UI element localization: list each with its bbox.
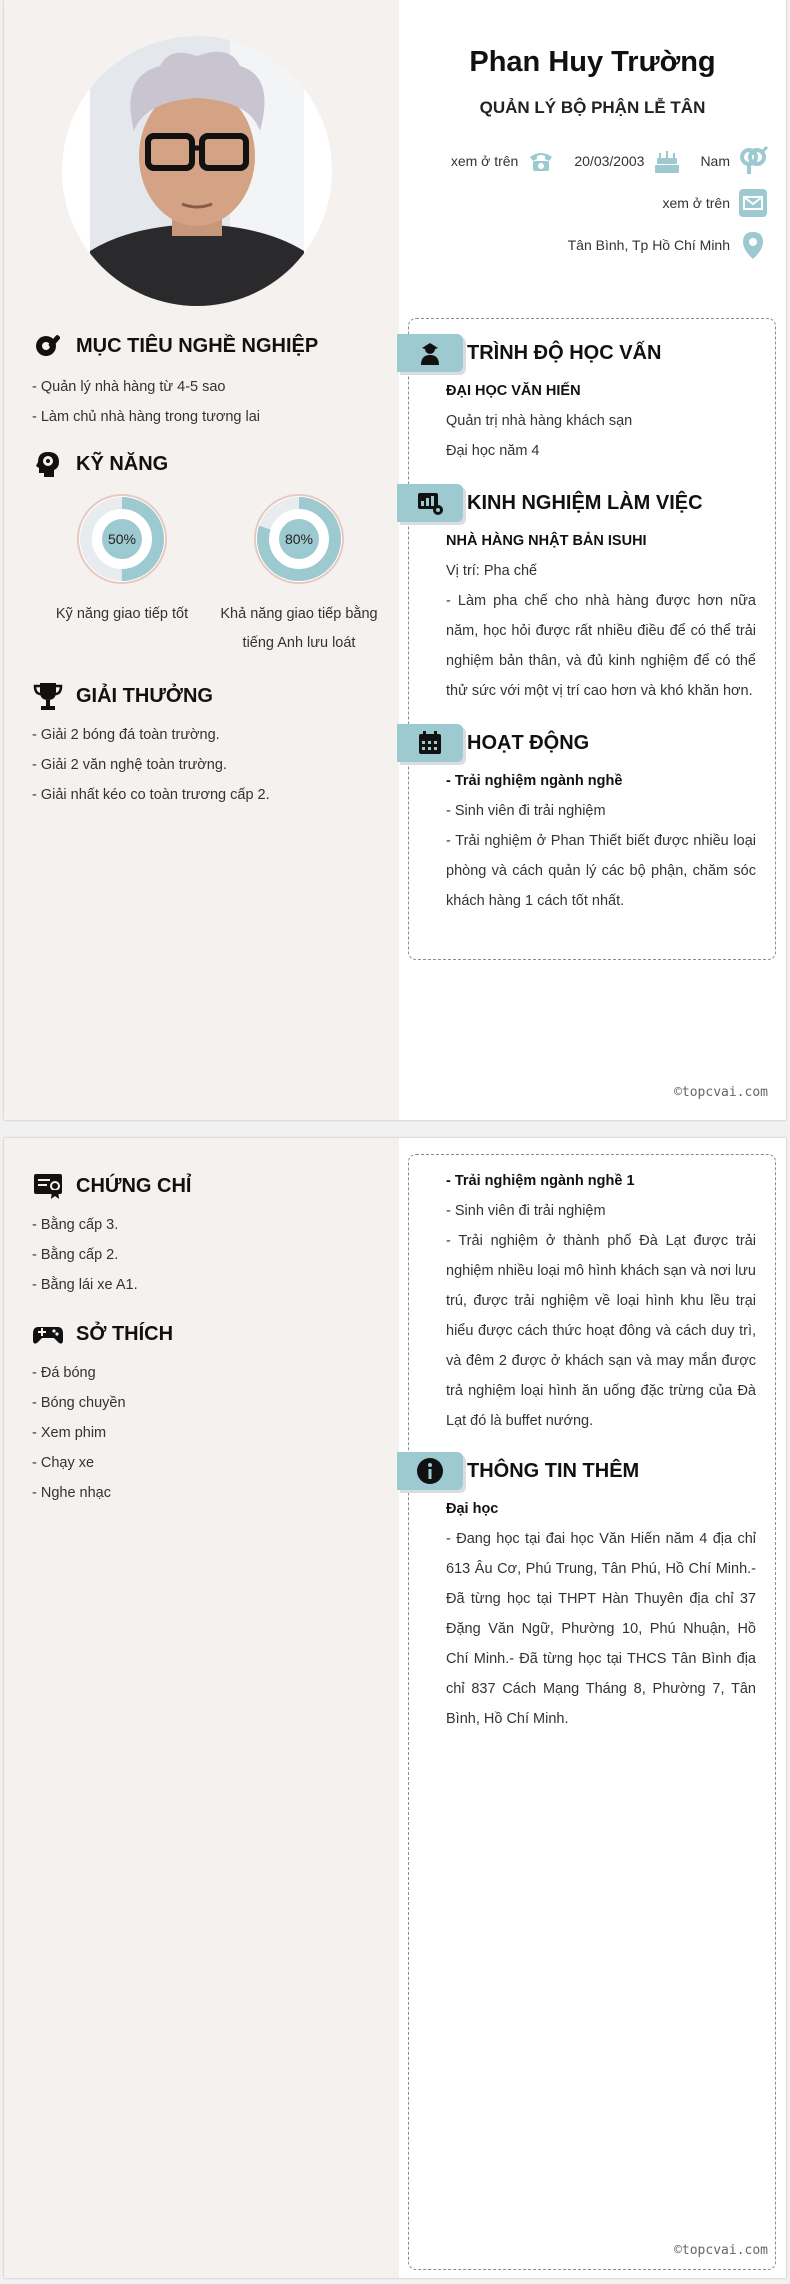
experience-heading bbox=[397, 484, 703, 522]
skill-label-line: Khả năng giao tiếp bằng bbox=[220, 606, 378, 622]
calendar-icon bbox=[397, 724, 463, 762]
gender-text: Nam bbox=[700, 153, 730, 169]
award-item: - Giải 2 bóng đá toàn trường. bbox=[32, 727, 220, 743]
company-name: NHÀ HÀNG NHẬT BẢN ISUHI bbox=[446, 533, 647, 549]
skills-heading bbox=[32, 448, 168, 480]
career-goal-item: - Làm chủ nhà hàng trong tương lai bbox=[32, 409, 260, 425]
additional-info-heading bbox=[397, 1452, 639, 1490]
graduate-icon bbox=[397, 334, 463, 372]
additional-info-subtitle: Đại học bbox=[446, 1501, 499, 1517]
info-row-address bbox=[550, 230, 768, 260]
skill-label-line: tiếng Anh lưu loát bbox=[242, 635, 356, 651]
skill-progress-ring bbox=[73, 490, 171, 588]
gender-icon bbox=[738, 146, 768, 176]
career-goal-title: MỤC TIÊU NGHỀ NGHIỆP bbox=[76, 334, 319, 357]
activities-title: HOẠT ĐỘNG bbox=[467, 731, 590, 754]
skills-title: KỸ NĂNG bbox=[76, 452, 169, 475]
activity-role: - Sinh viên đi trải nghiệm bbox=[446, 803, 606, 819]
skill-item bbox=[209, 490, 389, 658]
school-name: ĐẠI HỌC VĂN HIẾN bbox=[446, 383, 581, 399]
awards-heading bbox=[32, 680, 213, 712]
gear-wrench-icon bbox=[32, 330, 64, 362]
watermark: ©topcvai.com bbox=[674, 2243, 768, 2258]
skill-percent: 50% bbox=[102, 519, 142, 559]
certificates-heading bbox=[32, 1170, 191, 1202]
career-goal-list bbox=[32, 372, 392, 432]
activity-title: - Trải nghiệm ngành nghề bbox=[446, 773, 623, 789]
phone-icon bbox=[526, 146, 556, 176]
certificate-item: - Bằng cấp 2. bbox=[32, 1247, 119, 1263]
experience-title: KINH NGHIỆM LÀM VIỆC bbox=[467, 491, 703, 514]
candidate-name: Phan Huy Trường bbox=[469, 46, 716, 78]
activities-heading bbox=[397, 724, 589, 762]
activity-role: - Sinh viên đi trải nghiệm bbox=[446, 1203, 606, 1219]
award-item: - Giải 2 văn nghệ toàn trường. bbox=[32, 757, 227, 773]
certificates-title: CHỨNG CHỈ bbox=[76, 1174, 192, 1197]
study-year: Đại học năm 4 bbox=[446, 443, 540, 459]
gamepad-icon bbox=[32, 1318, 64, 1350]
hobby-item: - Nghe nhạc bbox=[32, 1485, 111, 1501]
avatar bbox=[62, 36, 332, 306]
education-title: TRÌNH ĐỘ HỌC VẤN bbox=[467, 341, 662, 364]
briefcase-chart-icon bbox=[397, 484, 463, 522]
skill-percent: 80% bbox=[279, 519, 319, 559]
position: Vị trí: Pha chế bbox=[446, 563, 538, 579]
skill-progress-ring bbox=[250, 490, 348, 588]
cv-page-1 bbox=[4, 0, 786, 1120]
hobby-item: - Chạy xe bbox=[32, 1455, 95, 1471]
experience-description: - Làm pha chế cho nhà hàng được hơn nữa năm, học hỏi được rất nhiều điều để có thể trải nghiệm bản thân, và đủ kinh nghiệm để có thể thử sức với một vị trí cao hơn và khó khăn hơn. bbox=[446, 593, 756, 699]
address-info bbox=[568, 230, 768, 260]
additional-info-text: - Đang học tại đai học Văn Hiến năm 4 địa chỉ 613 Âu Cơ, Phú Trung, Tân Phú, Hồ Chí Minh.- Đã từng học tại THPT Hàn Thuyên địa chỉ 37 Đặng Văn Ngữ, Phường 10, Phú Nhuận, Hồ Chí Minh.- Đã từng học tại THCS Tân Bình địa chỉ 837 Cách Mạng Tháng 8, Phường 7, Tân Bình, Hồ Chí Minh. bbox=[446, 1531, 756, 1727]
info-row-email bbox=[644, 188, 768, 218]
activity-title: - Trải nghiệm ngành nghề 1 bbox=[446, 1173, 635, 1189]
hobbies-list bbox=[32, 1358, 392, 1508]
skill-item bbox=[32, 490, 212, 629]
certificate-item: - Bằng lái xe A1. bbox=[32, 1277, 138, 1293]
birthday-text: 20/03/2003 bbox=[574, 153, 645, 169]
additional-info-body bbox=[446, 1494, 756, 1734]
major: Quản trị nhà hàng khách sạn bbox=[446, 413, 633, 429]
brain-gear-icon bbox=[32, 448, 64, 480]
award-item: - Giải nhất kéo co toàn trương cấp 2. bbox=[32, 787, 270, 803]
birthday-info bbox=[574, 146, 682, 176]
awards-list bbox=[32, 720, 392, 810]
activity-description: - Trải nghiệm ở thành phố Đà Lạt được trải nghiệm nhiều loại mô hình khách sạn và nơi lưu trú, được trải nghiệm về loại hình khu lều trại hiểu được cách thức hoạt đông và cách duy trì, và đêm 2 được ở khách sạn và may mắn được trả nghiệm loại hình ăn uống đặc trừng của Đà Lạt đó là buffet nướng. bbox=[446, 1233, 756, 1429]
hobby-item: - Xem phim bbox=[32, 1425, 107, 1441]
certificate-icon bbox=[32, 1170, 64, 1202]
trophy-icon bbox=[32, 680, 64, 712]
awards-title: GIẢI THƯỞNG bbox=[76, 684, 213, 707]
address-text: Tân Bình, Tp Hồ Chí Minh bbox=[567, 237, 730, 253]
certificate-item: - Bằng cấp 3. bbox=[32, 1217, 119, 1233]
career-goal-item: - Quản lý nhà hàng từ 4-5 sao bbox=[32, 379, 226, 395]
hobby-item: - Đá bóng bbox=[32, 1365, 96, 1381]
email-text: xem ở trên bbox=[662, 195, 730, 211]
experience-body bbox=[446, 526, 756, 706]
career-goal-heading bbox=[32, 330, 318, 362]
job-title: QUẢN LÝ BỘ PHẬN LỄ TÂN bbox=[479, 98, 706, 117]
hobbies-title: SỞ THÍCH bbox=[76, 1322, 174, 1345]
info-icon bbox=[397, 1452, 463, 1490]
activity-description: - Trải nghiệm ở Phan Thiết biết được nhiều loại phòng và cách quản lý các bộ phận, chăm sóc khách hàng 1 cách tốt nhất. bbox=[446, 833, 756, 909]
activities-body bbox=[446, 766, 756, 916]
email-icon bbox=[738, 188, 768, 218]
skill-label bbox=[209, 600, 389, 658]
profile-photo bbox=[90, 36, 304, 306]
hobbies-heading bbox=[32, 1318, 173, 1350]
skill-label bbox=[32, 600, 212, 629]
info-row-personal bbox=[433, 146, 768, 176]
additional-info-title: THÔNG TIN THÊM bbox=[467, 1459, 640, 1482]
skill-label-line: Kỹ năng giao tiếp tốt bbox=[55, 606, 189, 622]
hobby-item: - Bóng chuyền bbox=[32, 1395, 126, 1411]
sidebar bbox=[4, 1138, 399, 2278]
activities-body-continued bbox=[446, 1166, 756, 1436]
location-pin-icon bbox=[738, 230, 768, 260]
cake-icon bbox=[652, 146, 682, 176]
education-heading bbox=[397, 334, 661, 372]
phone-info bbox=[451, 146, 557, 176]
education-body bbox=[446, 376, 756, 466]
email-info bbox=[662, 188, 768, 218]
certificates-list bbox=[32, 1210, 392, 1300]
watermark: ©topcvai.com bbox=[674, 1085, 768, 1100]
phone-text: xem ở trên bbox=[450, 153, 519, 169]
gender-info bbox=[700, 146, 768, 176]
cv-page-2 bbox=[4, 1138, 786, 2278]
